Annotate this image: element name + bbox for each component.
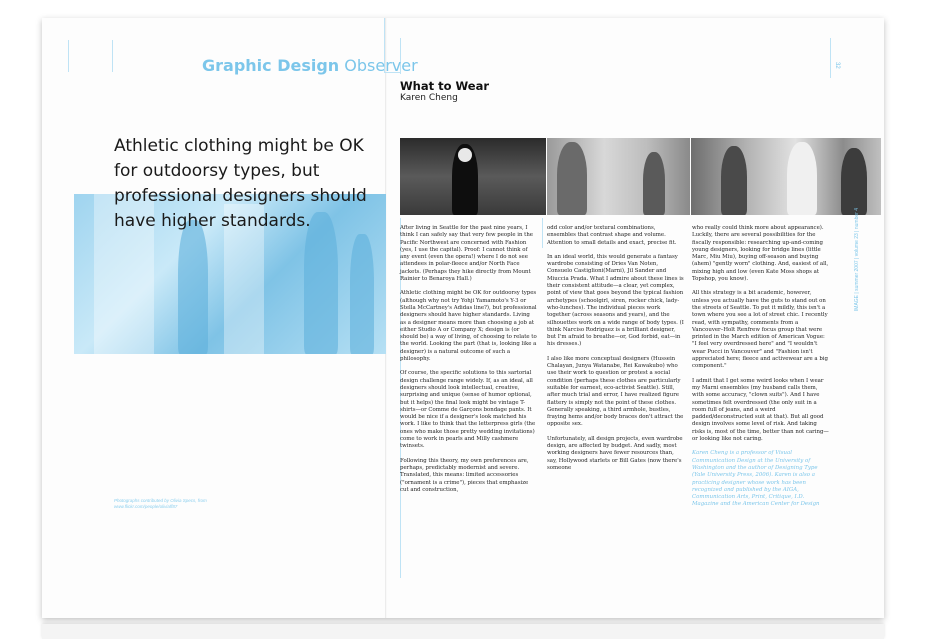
author-bio: Karen Cheng is a professor of Visual Communication Design at the University of Washington and the author of Designing Type (Yale University Press, 2006). Karen is also a practicing designer whose work has been recognized and published by the AIGA, Communication Arts, Print, Critique, I.D. Magazine and the American Center for Design: [692, 450, 820, 508]
paragraph: After living in Seattle for the past nine years, I think I can safely say that very few people in the Pacific Northwest are concerned with Fashion (yes, I use the capital). Proof: I cannot think of any event (even the opera!) where I do not see attendees in polar-fleece and/or North Face jackets. (Perhaps they hike directly from Mount Rainier to Benaroya Hall.): [400, 225, 533, 283]
fashion-photo-3: [691, 138, 881, 215]
fashion-photo-1: [400, 138, 546, 215]
magazine-title-regular: Observer: [344, 56, 418, 75]
next-page-edge: [42, 624, 884, 639]
face: [458, 148, 472, 162]
folio-line: IMAGE | summer 2007 | volume 23 | number 4: [854, 208, 860, 312]
page-number: 32: [834, 62, 840, 69]
guide-line: [830, 38, 831, 78]
paragraph: I admit that I get some weird looks when I wear my Marni ensembles (my husband calls them, with some accuracy, "clown suits"). And I have sometimes felt overdressed (the only suit in a room full of jeans, and a weird padded/deconstructed suit at that). But all good design involves some level of risk. And taking risks is, most of the time, better than not caring—or looking like not caring.: [692, 377, 829, 443]
article-author: Karen Cheng: [400, 93, 458, 103]
pedestrian-figure: [178, 220, 208, 354]
paragraph: I also like more conceptual designers (Hussein Chalayan, Junya Watanabe, Rei Kawakubo) who use their work to question or protest a social condition (perhaps these clothes are particularly suitable for earnest, eco-activist Seattle). Still, after much trial and error, I have realized figure flattery is simply not the point of these clothes. Generally speaking, a third armhole, bustles, fraying hems and/or body braces don't attract the opposite sex.: [547, 355, 684, 428]
guide-line: [112, 40, 113, 72]
guide-line: [542, 218, 543, 248]
paragraph: Athletic clothing might be OK for outdoorsy types (although why not try Yohji Yamamoto's Y-3 or Stella McCartney's Adidas line?), but professional designers should have higher standards. Living as a designer means more than choosing a job at either Studio A or Company X; design is (or should be) a way of living, of choosing to relate to the world. Looking the part (that is, looking like a designer) is a natural outcome of such a philosophy.: [400, 290, 537, 363]
paragraph: who really could think more about appearance). Luckily, there are several possibilities for the fiscally responsible: researching up-and-coming young designers, looking for bridge lines (little Marc, Miu Miu), buying off-season and buying (ahem) "gently worn" clothing. And, easiest of all, mixing high and low (even Kate Moss shops at Topshop, you know).: [692, 225, 829, 283]
photo-strip: [400, 138, 881, 215]
magazine-title-bold: Graphic Design: [202, 56, 340, 75]
article-title: What to Wear: [400, 79, 490, 93]
guide-line: [68, 40, 69, 72]
fashion-photo-2: [547, 138, 690, 215]
paragraph: Unfortunately, all design projects, even wardrobe design, are affected by budget. And sadly, most working designers have fewer resources than, say, Hollywood starlets or Bill Gates (now there's someone: [547, 435, 683, 471]
pedestrian-figure: [350, 234, 374, 354]
article-column-3: [692, 225, 829, 516]
paragraph: Following this theory, my own preferences are, perhaps, predictably modernist and severe. Translated, this means: limited accessories ("ornament is a crime"), pieces that emphasize cut and construction,: [400, 457, 529, 493]
magazine-spread: [42, 18, 884, 618]
paragraph: Of course, the specific solutions to this sartorial design challenge range widely. If, as an ideal, all designers should look intellectual, creative, surprising and unique (sense of humor optional, but it helps) the final look might be vintage T-shirts—or Comme de Garçons bondage pants. It would be nice if a designer's look matched his work. I like to think that the letterpress girls (the ones who make those pretty wedding invitations) come to work in pearls and Milly cashmere twinsets.: [400, 370, 536, 450]
paragraph: In an ideal world, this would generate a fantasy wardrobe consisting of Dries Van Noten, Consuelo Castiglioni(Marni), Jil Sander and Miuccia Prada. What I admire about these lines is their consistent attitude—a clear, yet complex, point of view that goes beyond the typical fashion archetypes (schoolgirl, siren, rocker chick, lady-who-lunches). The individual pieces work together (across seasons and years), and the silhouettes work on a wide range of body types. (I think Narciso Rodriguez is a brilliant designer, but I'm afraid to breathe—or, God forbid, eat—in his dresses.): [547, 253, 684, 348]
mannequin-figure: [787, 142, 817, 215]
photo-credit: Photographs contributed by Olivia Specs, from www.flickr.com/people/oliviaff87: [114, 498, 207, 509]
paragraph: odd color and/or textural combinations, ensembles that contrast shape and volume. Attention to small details and exact, precise fit.: [547, 225, 677, 246]
article-column-2: [547, 225, 684, 479]
pull-quote: Athletic clothing might be OK for outdoorsy types, but professional designers should have higher standards.: [114, 136, 367, 231]
magazine-title: [202, 56, 418, 75]
article-column-1: [400, 225, 537, 501]
mannequin-figure: [841, 148, 867, 215]
pedestrian-figure: [557, 142, 587, 215]
pedestrian-figure: [643, 152, 665, 215]
mannequin-figure: [721, 146, 747, 215]
paragraph: All this strategy is a bit academic, however, unless you actually have the guts to stand out on the streets of Seattle. To put it mildly, this isn't a town where you see a lot of street chic. I recently read, with sympathy, comments from a Vancouver–Holt Renfrew focus group that were printed in the March edition of American Vogue: "I feel very overdressed here" and "I wouldn't wear Pucci in Vancouver" and "Fashion isn't appreciated here; fleece and activewear are a big component.": [692, 290, 828, 370]
